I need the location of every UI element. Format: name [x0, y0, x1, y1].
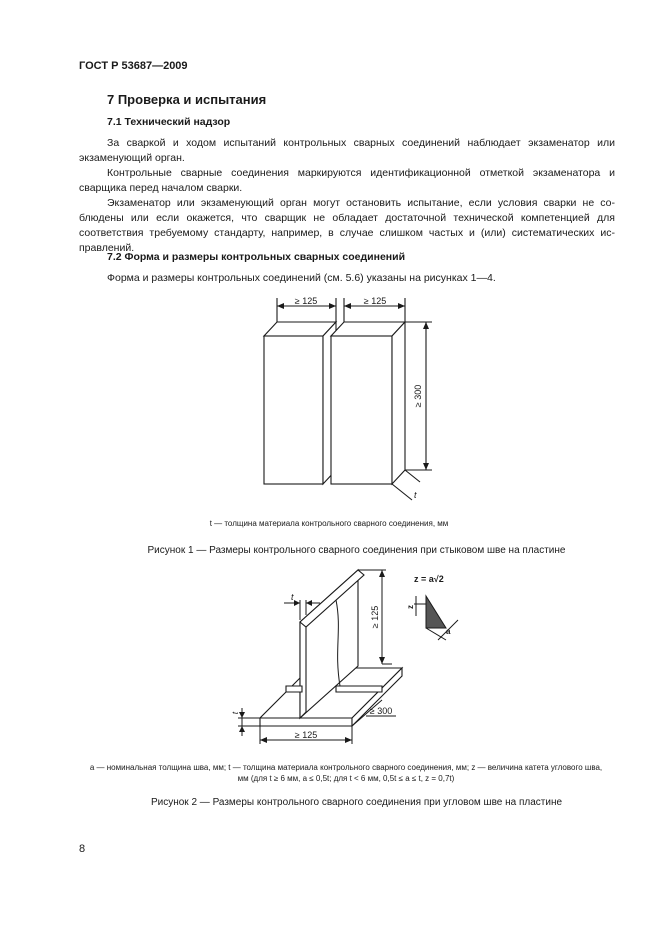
fig1-dim-thickness: t: [414, 490, 417, 500]
fig2-dim-height: ≥ 125: [370, 605, 380, 629]
figure-1-note: t — толщина материала контрольного сварного соединения, мм: [209, 519, 449, 528]
fig2-dim-t-top: t: [291, 592, 294, 602]
paragraph-stop-test: Экзаменатор или экзаменующий орган могут остановить испытание, если условия сварки не со-блюдены или если окажется, что сварщик не обладает достаточной технической компетенцией для соответствия требуемому стандарту, например, в случае слишком частых и (или) систематических ис-правлений.: [79, 197, 615, 254]
section-title: 7 Проверка и испытания: [107, 92, 267, 107]
paragraph-supervision: За сваркой и ходом испытаний контрольных сварных соединений наблюдает экзаменатор или экзаменующий орган.: [79, 137, 615, 164]
fig2-detail-a: a: [446, 627, 451, 636]
subsection-7-2-title: 7.2 Форма и размеры контрольных сварных соединений: [107, 251, 406, 263]
paragraph-marking: Контрольные сварные соединения маркируются идентификационной отметкой экзаменатора и сварщика перед началом сварки.: [79, 167, 615, 194]
figure-2-note: a — номинальная толщина шва, мм; t — толщина материала контрольного сварного соединения, мм; z — величина катета углового шва, мм (для t ≥ 6 мм, a ≤ 0,5t; для t < 6 мм, 0,5t ≤ a ≤ t, z = 0,7t): [89, 763, 603, 783]
paragraph-shapes: Форма и размеры контрольных соединений (см. 5.6) указаны на рисунках 1—4.: [107, 272, 496, 284]
fig1-dim-height: ≥ 300: [413, 384, 423, 408]
page-number: 8: [79, 843, 86, 855]
fig2-formula: z = a√2: [414, 574, 444, 584]
figure-2-caption: Рисунок 2 — Размеры контрольного сварного соединения при угловом шве на пластине: [150, 797, 563, 808]
fig2-dim-length: ≥ 300: [369, 706, 393, 716]
fig1-dim-left-width: ≥ 125: [294, 296, 318, 306]
fig1-dim-right-width: ≥ 125: [363, 296, 387, 306]
subsection-7-1-title: 7.1 Технический надзор: [107, 116, 231, 128]
fig2-dim-width: ≥ 125: [294, 730, 318, 740]
figure-1-caption: Рисунок 1 — Размеры контрольного сварного соединения при стыковом шве на пластине: [147, 545, 566, 556]
fig2-dim-t-side: t: [231, 711, 240, 715]
document-header: ГОСТ Р 53687—2009: [79, 60, 188, 72]
fig2-detail-z: z: [406, 605, 415, 609]
